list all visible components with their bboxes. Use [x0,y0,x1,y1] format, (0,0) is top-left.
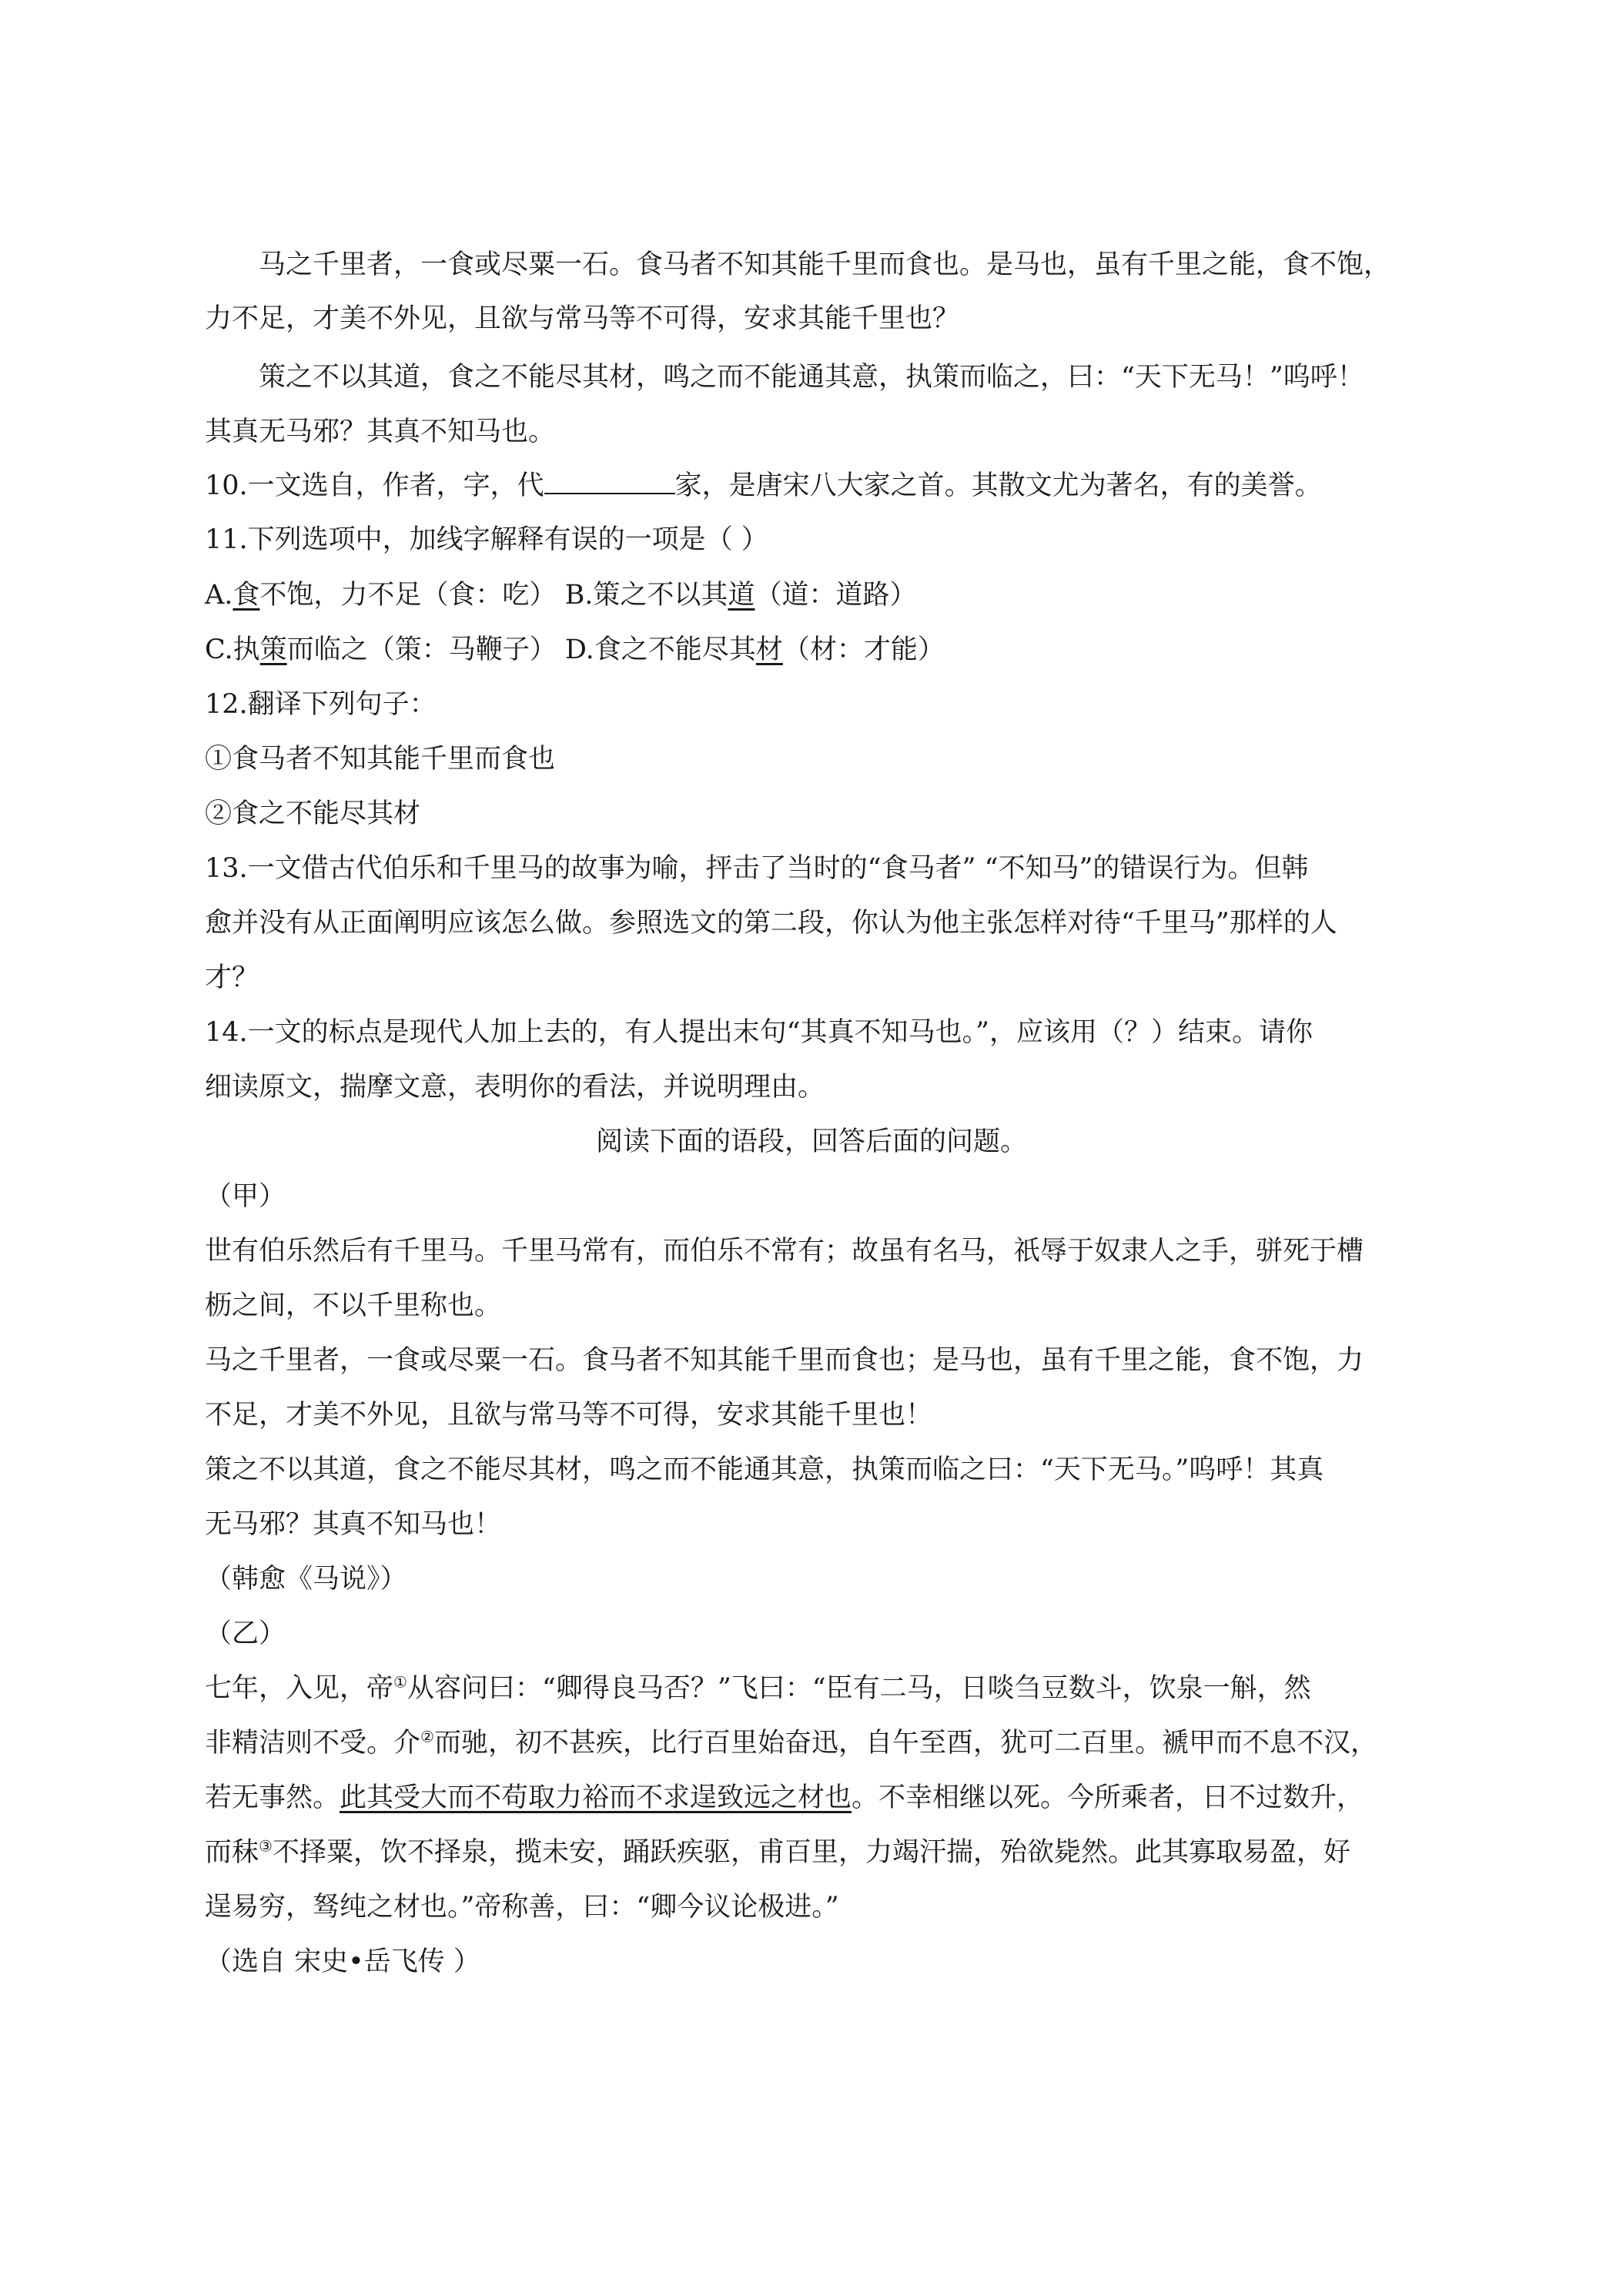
option-b-text: B.策之不以其 [564,580,728,611]
option-c-underlined: 策 [259,634,287,665]
yi-text: 。不幸相继以死。今所乘者，日不过数升， [852,1782,1364,1813]
yi-text: 不择粟，饮不择泉，揽未安，踊跃疾驱，甫百里，力竭汗揣，殆欲毙然。此其寡取易盈，好 [272,1837,1350,1868]
yi-label: （乙） [205,1618,286,1649]
yi-line3 [205,1779,1364,1816]
question-11-stem: 11.下列选项中，加线字解释有误的一项是（ ） [205,524,768,555]
jia-source: （韩愈《马说》） [205,1564,407,1595]
question-13-line1: 13.一文借古代伯乐和千里马的故事为喻，抨击了当时的“食马者” “不知马”的错误行为。但韩 [205,853,1309,884]
question-10 [205,467,1322,504]
question-14-line1: 14.一文的标点是现代人加上去的，有人提出末句“其真不知马也。”，应该用（？）结束。请你 [205,1017,1313,1048]
question-12-stem: 12.翻译下列句子： [205,689,437,720]
option-a-underlined: 食 [233,580,260,611]
jia-line: 不足，才美不外见，且欲与常马等不可得，安求其能千里也！ [205,1400,933,1431]
yi-underlined-sentence: 此其受大而不苟取力裕而不求逞致远之材也 [340,1782,852,1813]
option-a-label: A. [205,580,233,611]
option-c-label: C.执 [205,634,260,665]
question-13-line3: 才？ [205,962,259,993]
yi-text: 从容问曰：“卿得良马否？”飞曰：“臣有二马，日啖刍豆数斗，饮泉一斛，然 [407,1673,1311,1704]
question-12-sentence-1: ①食马者不知其能千里而食也 [205,744,556,775]
yi-source: （选自 宋史•岳飞传 ） [205,1946,480,1977]
option-b-gloss: （道：道路） [755,580,917,611]
passage1-p2-line1: 策之不以其道，食之不能尽其材，鸣之而不能通其意，执策而临之，曰：“天下无马！”呜呼！ [259,362,1364,393]
question-11-options-cd [205,631,945,668]
yi-line4 [205,1834,1350,1871]
footnote-marker-3: ③ [259,1836,273,1856]
jia-line: 马之千里者，一食或尽粟一石。食马者不知其能千里而食也；是马也，虽有千里之能，食不饱，力 [205,1345,1364,1376]
question-12-sentence-2: ②食之不能尽其材 [205,798,421,829]
jia-line: 无马邪？其真不知马也！ [205,1509,502,1540]
yi-text: 而驰，初不甚疾，比行百里始奋迅，自午至酉，犹可二百里。褫甲而不息不汉， [433,1728,1377,1759]
question-14-line2: 细读原文，揣摩文意，表明你的看法，并说明理由。 [205,1072,825,1103]
section-title: 阅读下面的语段，回答后面的问题。 [595,1126,1027,1157]
option-a-text: 不饱，力不足（食：吃） [259,580,557,611]
passage1-p1-line1: 马之千里者，一食或尽粟一石。食马者不知其能千里而食也。是马也，虽有千里之能，食不饱， [259,249,1391,280]
footnote-marker-2: ② [420,1727,434,1746]
yi-line5: 逞易穷，驽纯之材也。”帝称善，曰：“卿今议论极进。” [205,1892,839,1923]
q10-text-after: 家，是唐宋八大家之首。其散文尤为著名，有的美誉。 [674,470,1322,501]
jia-line: 枥之间，不以千里称也。 [205,1290,502,1321]
option-b-underlined: 道 [728,580,755,611]
yi-line2 [205,1725,1377,1762]
yi-text: 七年，入见，帝 [205,1673,394,1704]
jia-line: 世有伯乐然后有千里马。千里马常有，而伯乐不常有；故虽有名马，祇辱于奴隶人之手，骈死于槽 [205,1236,1364,1267]
passage1-p2-line2: 其真无马邪？其真不知马也。 [205,417,556,447]
option-c-text: 而临之（策：马鞭子） [286,634,557,665]
yi-text: 非精洁则不受。介 [205,1728,421,1759]
q10-blank[interactable] [544,470,675,494]
jia-label: （甲） [205,1181,286,1212]
option-d-text: D.食之不能尽其 [564,634,756,665]
q10-text-before: 10.一文选自，作者，字，代 [205,470,544,501]
question-13-line2: 愈并没有从正面阐明应该怎么做。参照选文的第二段，你认为他主张怎样对待“千里马”那样的人 [205,908,1337,939]
yi-text: 而秣 [205,1837,259,1868]
option-d-gloss: （材：才能） [782,634,945,665]
passage1-p1-line2: 力不足，才美不外见，且欲与常马等不可得，安求其能千里也？ [205,303,960,334]
jia-line: 策之不以其道，食之不能尽其材，鸣之而不能通其意，执策而临之曰：“天下无马。”呜呼！其真 [205,1454,1324,1485]
option-d-underlined: 材 [755,634,783,665]
footnote-marker-1: ① [393,1672,407,1692]
question-11-options-ab [205,577,916,614]
yi-line1 [205,1670,1311,1707]
yi-text: 若无事然。 [205,1782,340,1813]
